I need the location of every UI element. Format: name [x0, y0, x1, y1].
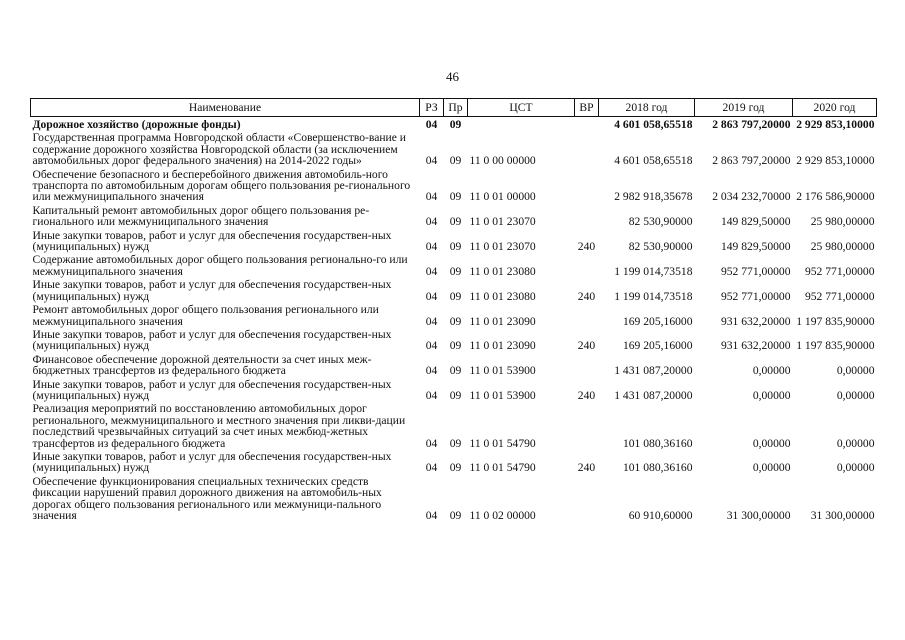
cell-vr: 240: [577, 289, 596, 303]
cell-vr: [575, 474, 599, 522]
header-row: [31, 99, 877, 117]
cell-pr: 09: [449, 264, 462, 278]
cell-2020: 1 197 835,90000: [796, 339, 875, 353]
cell-name: Финансовое обеспечение дорожной деятельности за счет иных меж-бюджетных трансфертов из федерального бюджета: [32, 352, 372, 378]
header-2018: 2018 год: [599, 99, 695, 117]
header-vr: ВР: [575, 99, 599, 117]
cell-pr: 09: [449, 314, 462, 328]
cell-pr: 09: [449, 388, 462, 402]
cell-2018: 2 982 918,35678: [614, 190, 693, 204]
header-pr: Пр: [444, 99, 468, 117]
cell-rz: 04: [425, 118, 438, 131]
cell-cst: 11 0 01 23090: [469, 339, 536, 353]
cell-2018: 1 199 014,73518: [614, 264, 693, 278]
cell-name: Государственная программа Новгородской области «Совершенство-вание и содержание дорожного хозяйства Новгородской области (за исключением автомобильных дорог федерального значения) на 2014-2022 годы»: [32, 131, 407, 168]
table-row: [31, 130, 877, 166]
cell-cst: 11 0 01 23070: [469, 240, 536, 254]
cell-name: Иные закупки товаров, работ и услуг для обеспечения государствен-ных (муниципальных) нужд: [32, 377, 392, 402]
cell-vr: [575, 352, 599, 377]
cell-2018: 101 080,36160: [622, 461, 693, 475]
table-row: [31, 449, 877, 474]
header-name: Наименование: [31, 99, 420, 117]
table-row: [31, 474, 877, 522]
cell-vr: [575, 252, 599, 277]
cell-2019: 149 829,50000: [720, 215, 791, 229]
cell-rz: 04: [425, 388, 438, 402]
cell-cst: 11 0 01 53900: [469, 388, 536, 402]
cell-pr: 09: [449, 364, 462, 378]
cell-name: Иные закупки товаров, работ и услуг для обеспечения государствен-ных (муниципальных) нужд: [32, 278, 392, 303]
cell-rz: 04: [425, 436, 438, 450]
cell-cst: 11 0 01 54790: [469, 461, 536, 475]
header-cst: ЦСТ: [468, 99, 575, 117]
cell-2018: 4 601 058,65518: [614, 118, 693, 131]
cell-2019: 0,00000: [752, 388, 791, 402]
cell-pr: 09: [449, 154, 462, 168]
cell-name: Дорожное хозяйство (дорожные фонды): [32, 118, 241, 131]
cell-vr: [575, 167, 599, 203]
table-row: [31, 352, 877, 377]
cell-2018: 1 431 087,20000: [614, 388, 693, 402]
cell-name: Капитальный ремонт автомобильных дорог общего пользования ре-гионального или межмуниципального значения: [32, 203, 370, 229]
cell-2020: 0,00000: [836, 364, 875, 378]
cell-2020: 0,00000: [836, 388, 875, 402]
table-row: [31, 377, 877, 402]
cell-2019: 31 300,00000: [726, 509, 791, 522]
cell-2020: 2 929 853,10000: [796, 118, 875, 131]
cell-vr: [575, 117, 599, 131]
cell-pr: 09: [449, 436, 462, 450]
cell-2020: 25 980,00000: [810, 215, 875, 229]
cell-pr: 09: [449, 461, 462, 475]
cell-vr: 240: [577, 240, 596, 254]
cell-rz: 04: [425, 339, 438, 353]
cell-cst: 11 0 01 00000: [469, 190, 536, 204]
cell-vr: [575, 401, 599, 449]
cell-2018: 169 205,16000: [622, 314, 693, 328]
cell-cst: 11 0 01 54790: [469, 436, 536, 450]
cell-vr: [575, 130, 599, 166]
cell-name: Иные закупки товаров, работ и услуг для обеспечения государствен-ных (муниципальных) нужд: [32, 228, 392, 254]
table-row: [31, 252, 877, 277]
cell-cst: 11 0 01 23080: [469, 264, 536, 278]
cell-name: Обеспечение функционирования специальных технических средств фиксации нарушений правил дорожного движения на автомобиль-ных дорогах общего пользования регионального или межмуници-пального значения: [32, 474, 382, 522]
cell-rz: 04: [425, 289, 438, 303]
cell-2018: 60 910,60000: [628, 509, 693, 522]
cell-rz: 04: [425, 190, 438, 204]
cell-2019: 2 863 797,20000: [712, 154, 791, 168]
cell-cst: 11 0 02 00000: [469, 509, 536, 522]
cell-2018: 1 431 087,20000: [614, 364, 693, 378]
cell-2019: 2 034 232,70000: [712, 190, 791, 204]
cell-pr: 09: [449, 118, 462, 131]
cell-2020: 952 771,00000: [804, 264, 875, 278]
page-number: 46: [446, 69, 459, 84]
cell-cst: 11 0 01 23090: [469, 314, 536, 328]
header-2019: 2019 год: [695, 99, 793, 117]
cell-2020: 2 176 586,90000: [796, 190, 875, 204]
table-row: [31, 203, 877, 228]
cell-2020: 2 929 853,10000: [796, 154, 875, 168]
cell-pr: 09: [449, 190, 462, 204]
cell-pr: 09: [449, 240, 462, 254]
table-row: [31, 401, 877, 449]
cell-vr: [575, 203, 599, 228]
cell-rz: 04: [425, 154, 438, 168]
cell-cst: 11 0 01 23080: [469, 289, 536, 303]
cell-rz: 04: [425, 509, 438, 522]
cell-rz: 04: [425, 314, 438, 328]
cell-rz: 04: [425, 461, 438, 475]
cell-2018: 82 530,90000: [628, 215, 693, 229]
cell-2019: 2 863 797,20000: [712, 118, 791, 131]
table-row: [31, 117, 877, 131]
cell-name: Иные закупки товаров, работ и услуг для обеспечения государствен-ных (муниципальных) нужд: [32, 327, 392, 353]
cell-cst: 11 0 00 00000: [469, 154, 536, 168]
table-body: [31, 117, 877, 522]
cell-2020: 0,00000: [836, 436, 875, 450]
table-row: [31, 327, 877, 352]
cell-2018: 82 530,90000: [628, 240, 693, 254]
cell-2020: 31 300,00000: [810, 509, 875, 522]
cell-name: Обеспечение безопасного и бесперебойного движения автомобиль-ного транспорта по автомобильным дорогам общего пользования ре-гионального или межмуниципального значения: [32, 167, 411, 204]
cell-rz: 04: [425, 215, 438, 229]
cell-cst: [468, 117, 575, 131]
header-2020: 2020 год: [793, 99, 877, 117]
cell-vr: 240: [577, 388, 596, 402]
cell-vr: 240: [577, 339, 596, 353]
cell-rz: 04: [425, 264, 438, 278]
header-rz: РЗ: [420, 99, 444, 117]
cell-2018: 169 205,16000: [622, 339, 693, 353]
cell-2020: 1 197 835,90000: [796, 314, 875, 328]
table-row: [31, 302, 877, 327]
cell-2019: 0,00000: [752, 436, 791, 450]
cell-2020: 0,00000: [836, 461, 875, 475]
cell-name: Содержание автомобильных дорог общего пользования регионально-го или межмуниципального значения: [32, 253, 408, 278]
cell-2019: 931 632,20000: [720, 339, 791, 353]
table-row: [31, 167, 877, 203]
cell-2018: 1 199 014,73518: [614, 289, 693, 303]
budget-table: [30, 98, 877, 521]
cell-2020: 25 980,00000: [810, 240, 875, 254]
cell-2018: 4 601 058,65518: [614, 154, 693, 168]
cell-2019: 931 632,20000: [720, 314, 791, 328]
cell-cst: 11 0 01 53900: [469, 364, 536, 378]
cell-vr: 240: [577, 461, 596, 475]
cell-2019: 0,00000: [752, 461, 791, 475]
cell-pr: 09: [449, 289, 462, 303]
cell-cst: 11 0 01 23070: [469, 215, 536, 229]
cell-2020: 952 771,00000: [804, 289, 875, 303]
cell-2019: 0,00000: [752, 364, 791, 378]
cell-2019: 149 829,50000: [720, 240, 791, 254]
cell-2018: 101 080,36160: [622, 436, 693, 450]
cell-pr: 09: [449, 339, 462, 353]
cell-rz: 04: [425, 240, 438, 254]
cell-name: Реализация мероприятий по восстановлению автомобильных дорог регионального, межмуниципального и местного значения при ликви-дации последствий чрезвычайных ситуаций за счет иных межбюд-жетных трансфертов из федерального бюджета: [32, 402, 406, 450]
cell-name: Ремонт автомобильных дорог общего пользования регионального или межмуниципального значения: [32, 303, 379, 328]
cell-vr: [575, 302, 599, 327]
cell-pr: 09: [449, 509, 462, 522]
cell-pr: 09: [449, 215, 462, 229]
table-row: [31, 277, 877, 302]
cell-2019: 952 771,00000: [720, 289, 791, 303]
cell-2019: 952 771,00000: [720, 264, 791, 278]
cell-rz: 04: [425, 364, 438, 378]
cell-name: Иные закупки товаров, работ и услуг для обеспечения государствен-ных (муниципальных) нужд: [32, 449, 392, 475]
table-row: [31, 228, 877, 253]
